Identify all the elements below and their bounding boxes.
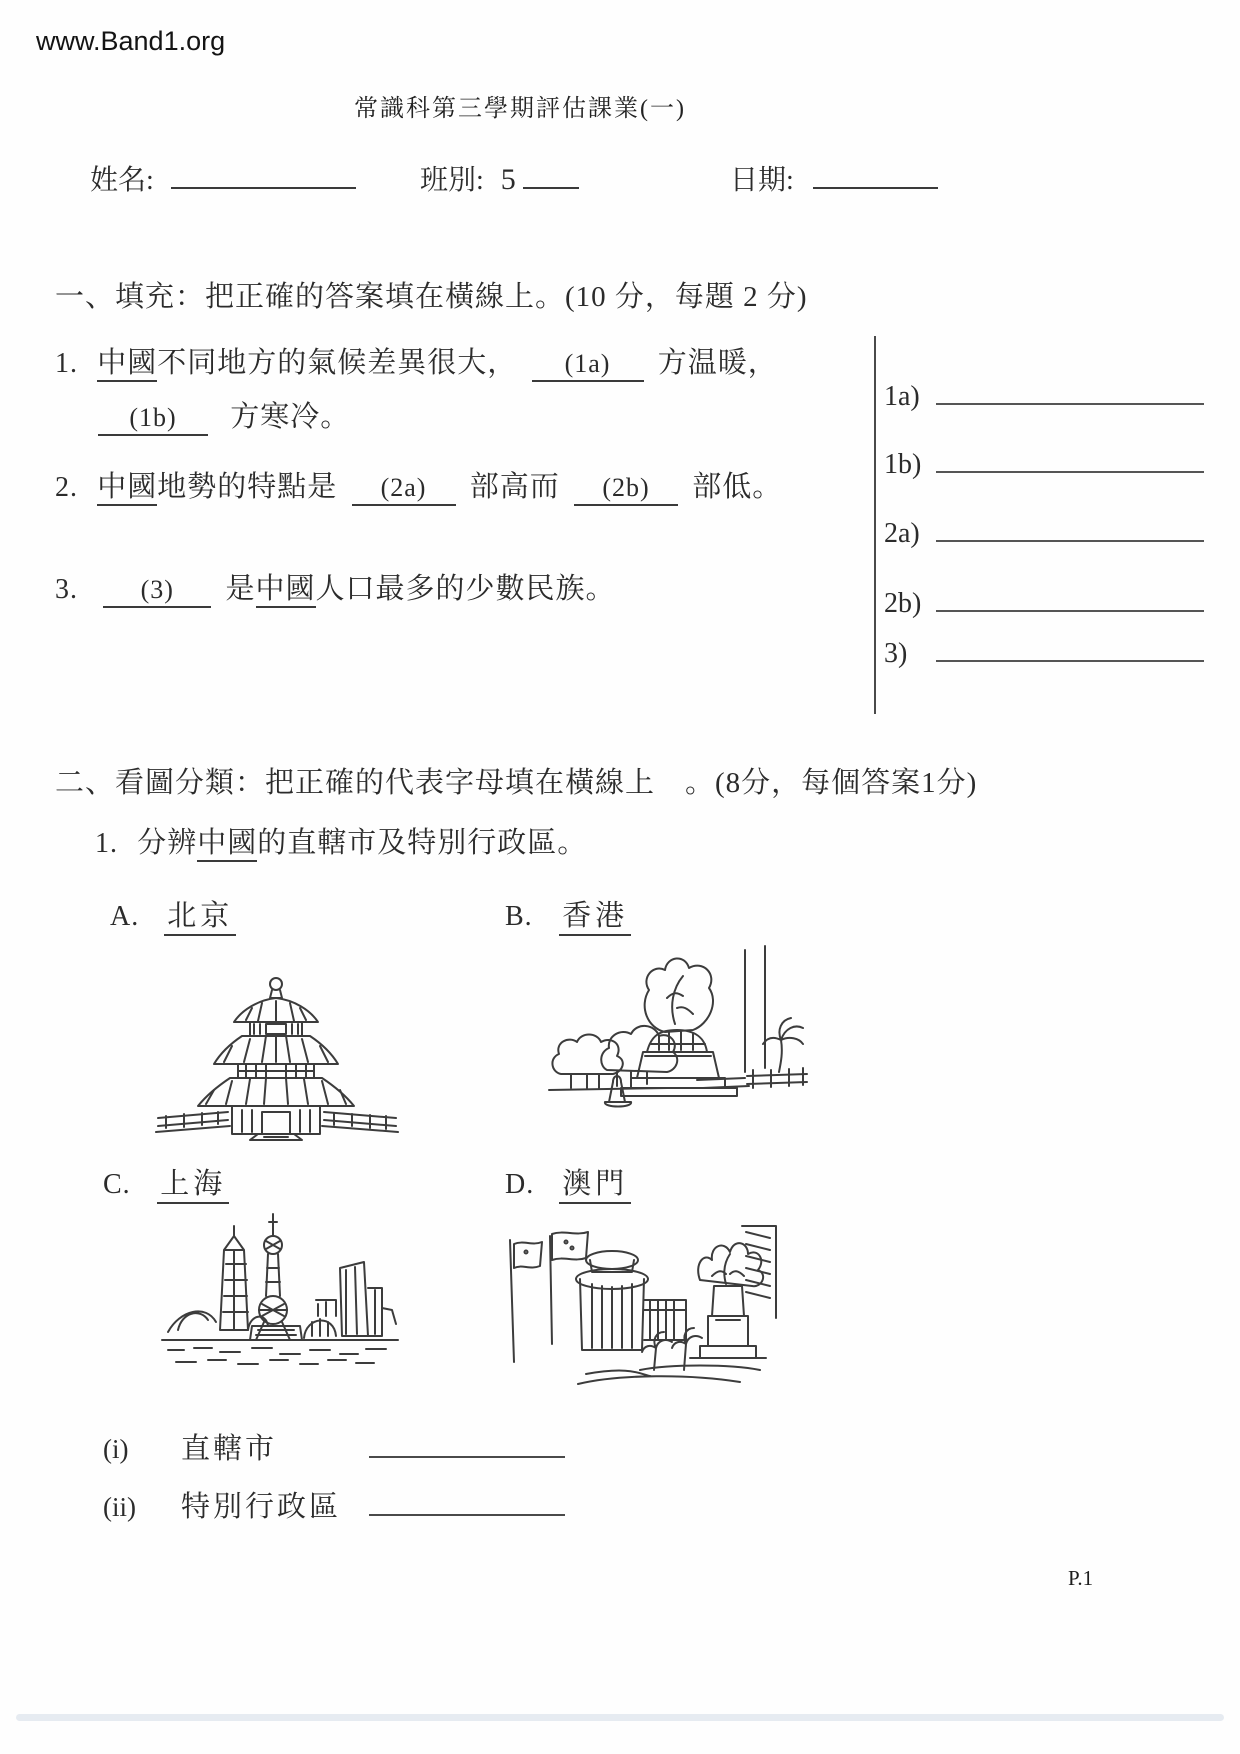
question-1-number: 1. [55,348,78,379]
page-number: P.1 [1068,1566,1094,1590]
golden-bauhinia-illustration [545,942,810,1127]
question-1-text-c: 方寒冷。 [230,401,351,433]
question-1-text-b: 方温暖， [657,347,778,379]
question-2-blank-2a: (2a) [352,473,456,506]
option-c-label [103,1161,229,1202]
class-blank [523,159,579,189]
question-1-line-1 [55,340,778,382]
option-b-name: 香港 [559,900,631,936]
classify-ii-number: (ii) [103,1492,136,1523]
question-2-number: 2. [55,472,78,503]
question-1-underlined-term: 中國 [97,347,157,382]
classify-row-i [103,1426,565,1467]
answer-row-2b [884,581,1204,620]
class-field [420,158,579,198]
class-label: 班別: [420,165,484,196]
question-3-text-a: 是 [225,573,256,605]
option-c-name: 上海 [157,1168,229,1204]
answer-line-2b [936,581,1204,612]
classify-row-ii [103,1484,565,1525]
answer-row-1b [884,442,1204,481]
option-c-letter: C. [103,1169,131,1200]
classify-i-blank [369,1426,565,1458]
answer-label-2b: 2b) [884,588,922,620]
name-field [90,158,356,198]
date-label: 日期: [730,165,794,196]
option-a-label [110,893,236,934]
option-d-label [505,1161,631,1202]
option-d-name: 澳門 [559,1168,631,1204]
question-2-blank-2b: (2b) [574,473,678,506]
question-3-blank: (3) [103,575,211,608]
classify-i-label: 直轄市 [181,1433,278,1466]
date-field [730,158,938,198]
section-two-sub-question [95,820,587,861]
sub-question-text-b: 的直轄市及特別行政區。 [257,827,588,859]
question-2-text-c: 部低。 [692,471,783,503]
option-b-label [505,893,631,934]
answer-label-2a: 2a) [884,518,920,550]
sub-question-underlined-term: 中國 [197,827,257,862]
question-1-blank-1b: (1b) [98,403,208,436]
answer-line-1a [936,374,1204,405]
option-a-letter: A. [110,901,140,932]
answer-label-1b: 1b) [884,449,922,481]
class-value: 5 [500,163,516,196]
answer-row-3 [884,631,1204,670]
option-d-letter: D. [505,1169,535,1200]
answer-label-3: 3) [884,638,908,670]
question-3-text-b: 人口最多的少數民族。 [315,573,616,605]
shanghai-skyline-illustration [158,1212,403,1377]
section-two-heading: 二、看圖分類：把正確的代表字母填在橫線上 。(8分，每個答案1分) [55,767,978,799]
scan-artifact-line [16,1714,1224,1721]
question-3-number: 3. [55,574,78,605]
option-b-letter: B. [505,901,533,932]
answer-line-2a [936,511,1204,542]
option-a-name: 北京 [164,900,236,936]
site-watermark: www.Band1.org [36,26,226,56]
question-2-underlined-term: 中國 [97,471,157,506]
sub-question-number: 1. [95,828,118,859]
temple-of-heaven-illustration [152,972,400,1142]
answer-line-1b [936,442,1204,473]
name-blank [171,159,356,189]
answer-row-2a [884,511,1204,550]
section-one-heading: 一、填充：把正確的答案填在橫線上。(10 分，每題 2 分) [55,281,808,313]
question-2-text-a: 地勢的特點是 [157,471,338,503]
classify-ii-blank [369,1484,565,1516]
date-blank [813,159,938,189]
answer-label-1a: 1a) [884,381,920,413]
question-1-blank-1a: (1a) [532,349,644,382]
question-3 [55,566,616,608]
classify-i-number: (i) [103,1434,129,1465]
sub-question-text-a: 分辨 [137,827,198,859]
answer-line-3 [936,631,1204,662]
classify-ii-label: 特別行政區 [181,1491,342,1524]
answer-row-1a [884,374,1204,413]
macau-golden-lotus-illustration [488,1222,778,1412]
question-3-underlined-term: 中國 [256,573,316,608]
question-1-line-2 [92,394,350,436]
page-title: 常識科第三學期評估課業(一) [354,96,686,122]
question-2 [55,464,782,506]
question-1-text-a: 不同地方的氣候差異很大， [157,347,518,379]
question-2-text-b: 部高而 [469,471,560,503]
name-label: 姓名: [90,165,154,196]
answer-column-divider [874,336,876,714]
